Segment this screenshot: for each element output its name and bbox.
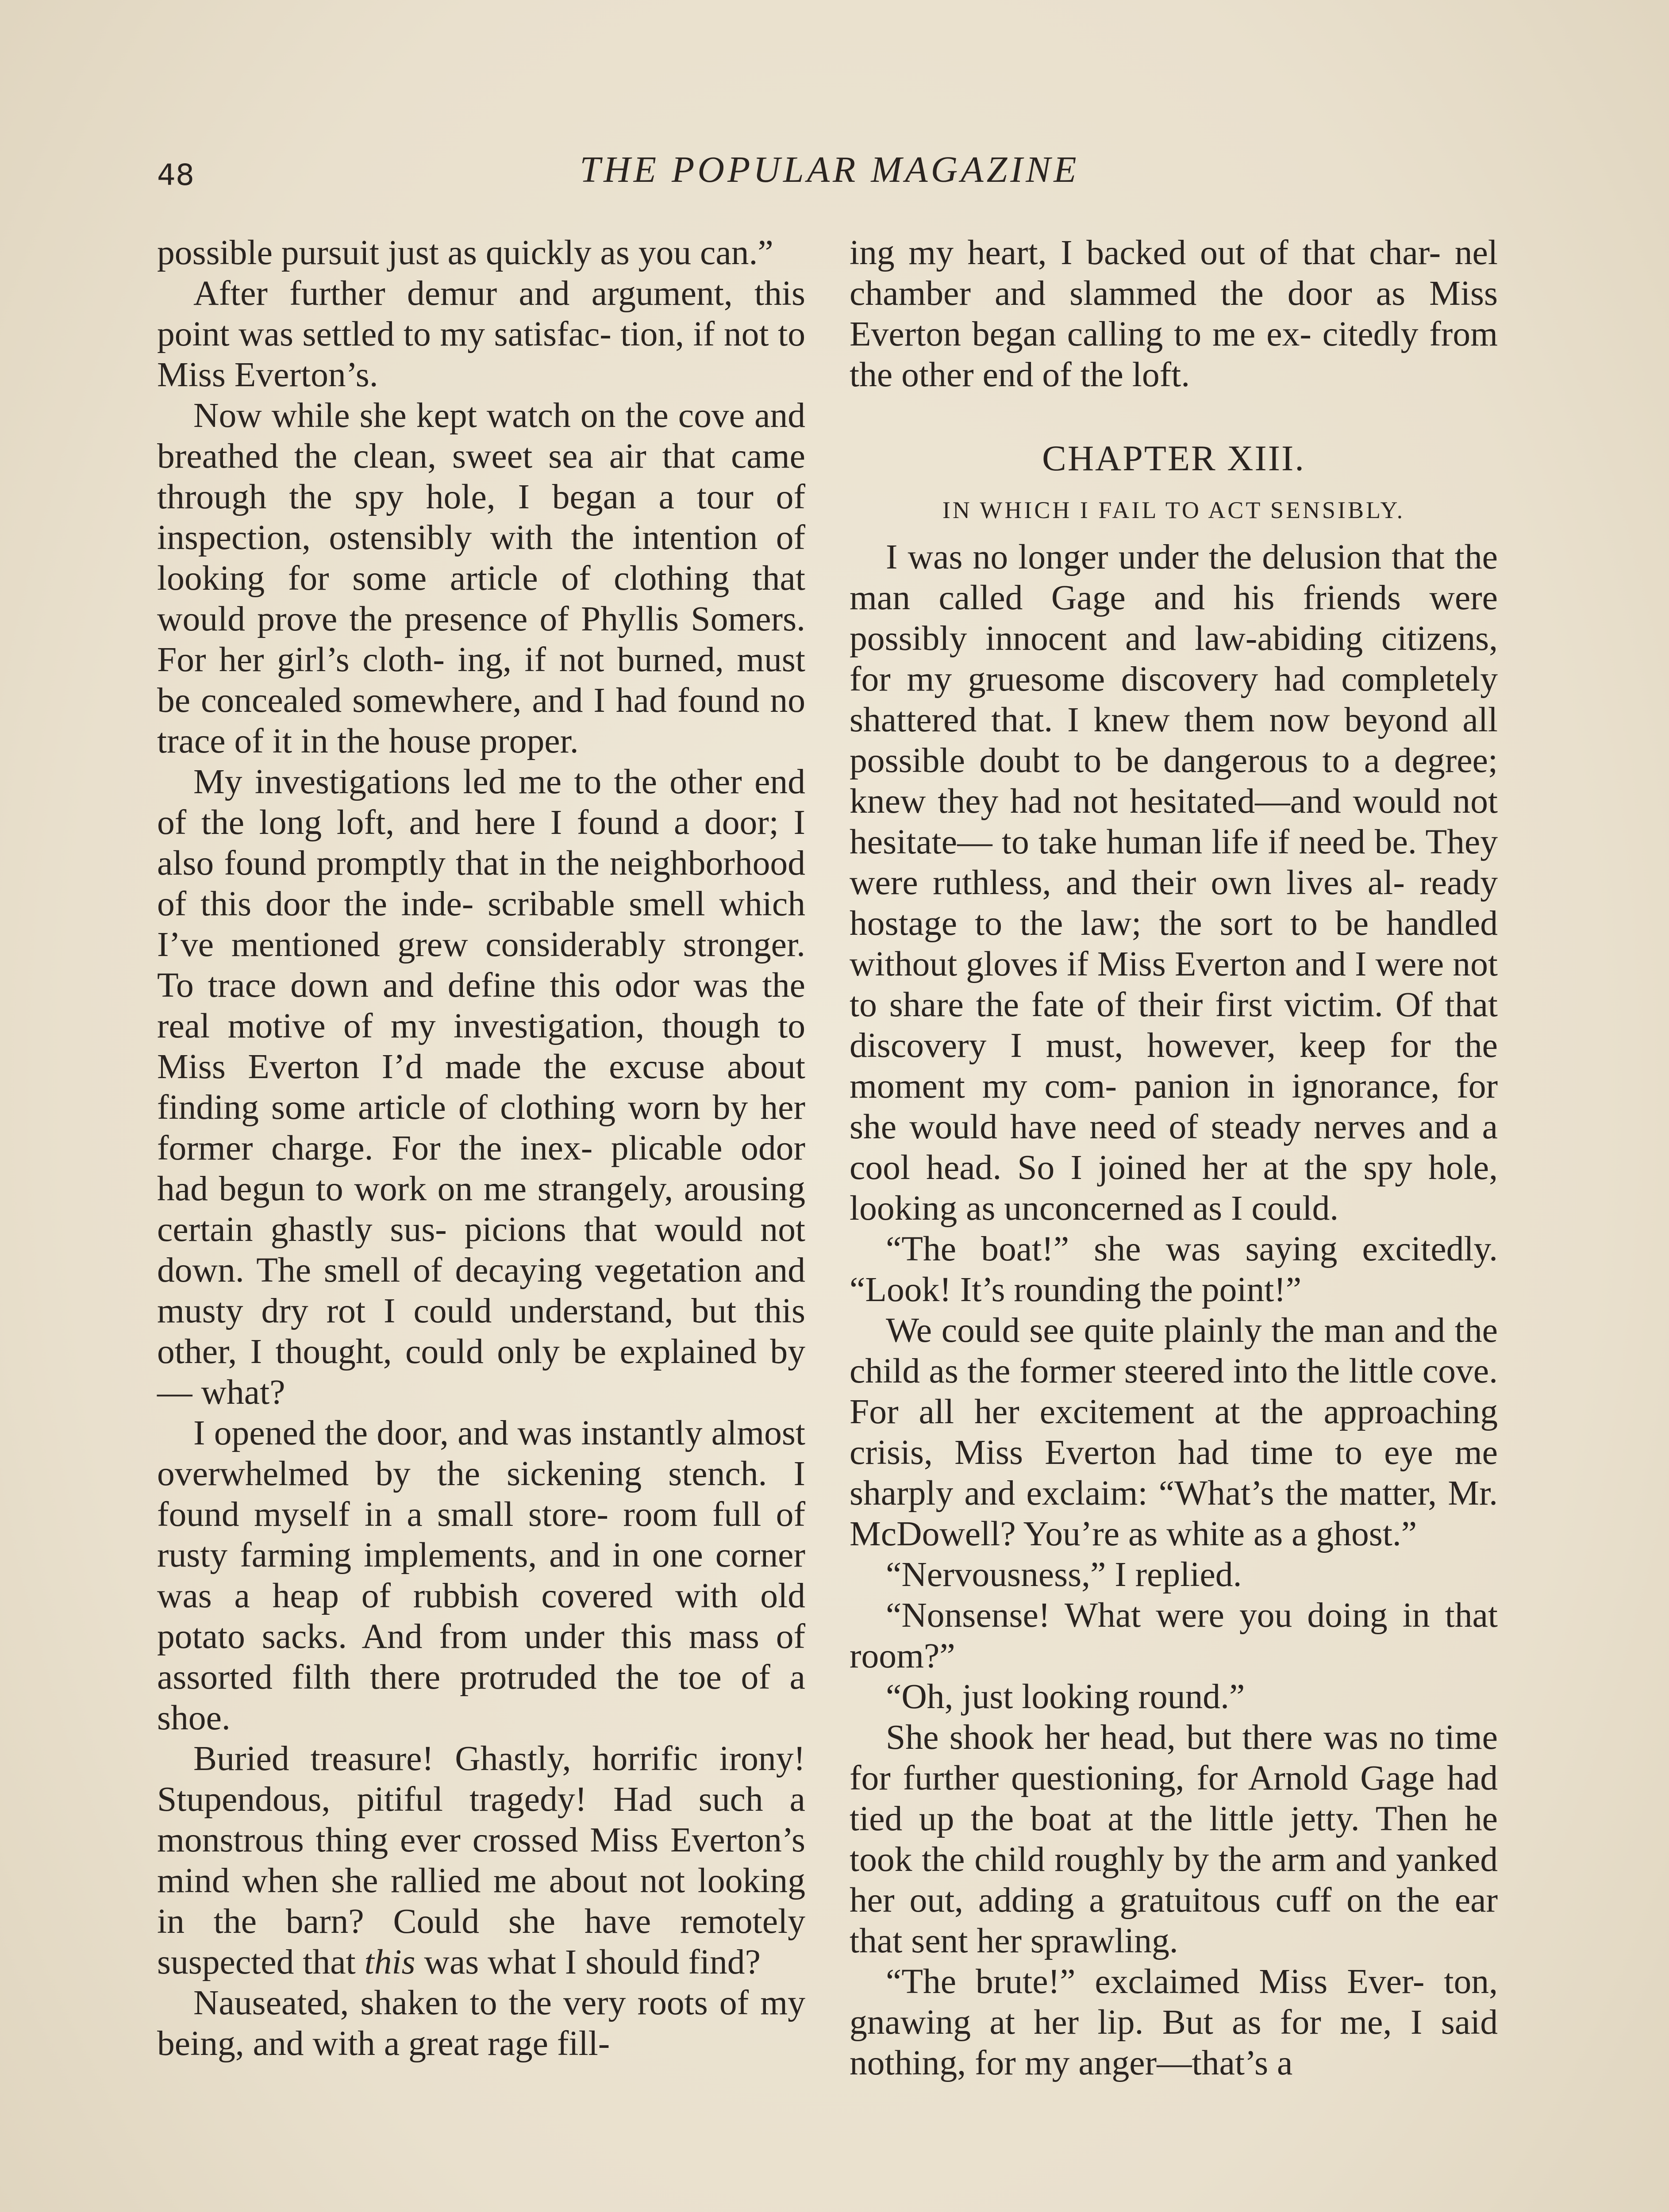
paragraph: “Nonsense! What were you doing in that room?”	[850, 1596, 1498, 1675]
paragraph: “Nervousness,” I replied.	[886, 1555, 1242, 1594]
paragraph: “The brute!” exclaimed Miss Ever- ton, gnawing at her lip. But as for me, I said nothing, for my anger—that’s a	[850, 1962, 1498, 2082]
paragraph: I opened the door, and was instantly almost overwhelmed by the sickening stench. I found myself in a small store- room full of rusty farming implements, and in one corner was a heap of rubbish covered with old potato sacks. And from under this mass of assorted filth there protruded the toe of a shoe.	[157, 1413, 805, 1737]
chapter-title: CHAPTER XIII.	[1042, 438, 1305, 478]
paragraph: ing my heart, I backed out of that char- nel chamber and slammed the door as Miss Everton began calling to me ex- citedly from the other end of the loft.	[850, 233, 1498, 394]
paragraph: I was no longer under the delusion that the man called Gage and his friends were possibly innocent and law-abiding citizens, for my gruesome discovery had completely shattered that. I knew them now beyond all possible doubt to be dangerous to a degree; knew they had not hesitated—and would not hesitate— to take human life if need be. They were ruthless, and their own lives al- ready hostage to the law; the sort to be handled without gloves if Miss Everton and I were not to share the fate of their first victim. Of that discovery I must, however, keep for the moment my com- panion in ignorance, for she would have need of steady nerves and a cool head. So I joined her at the spy hole, looking as unconcerned as I could.	[850, 538, 1498, 1228]
running-title: THE POPULAR MAGAZINE	[580, 149, 1080, 190]
paragraph: “Oh, just looking round.”	[886, 1677, 1245, 1716]
paragraph: We could see quite plainly the man and the child as the former steered into the little cove. For all her excitement at the approaching crisis, Miss Everton had time to eye me sharply and exclaim: “What’s the matter, Mr. McDowell? You’re as white as a ghost.”	[850, 1311, 1498, 1553]
paragraph: “The boat!” she was saying excitedly. “Look! It’s rounding the point!”	[850, 1229, 1498, 1309]
right-column	[850, 232, 1498, 2083]
paragraph-text: was what I should find?	[415, 1943, 761, 1982]
paragraph: My investigations led me to the other end of the long loft, and here I found a door; I also found promptly that in the neighborhood of this door the inde- scribable smell which I’ve mentioned grew considerably stronger. To trace down and define this odor was the real motive of my investigation, though to Miss Everton I’d made the excuse about finding some article of clothing worn by her former charge. For the inex- plicable odor had begun to work on me strangely, arousing certain ghastly sus- picions that would not down. The smell of decaying vegetation and musty dry rot I could understand, but this other, I thought, could only be explained by— what?	[157, 762, 805, 1412]
page-header	[157, 148, 1502, 197]
paragraph: After further demur and argument, this point was settled to my satisfac- tion, if not to Miss Everton’s.	[157, 274, 805, 394]
paragraph-text: Buried treasure! Ghastly, horrific irony! Stupendous, pitiful tragedy! Had such a monstrous thing ever crossed Miss Everton’s mind when she rallied me about not looking in the barn? Could she have remotely suspected that	[157, 1739, 805, 1982]
paragraph: Nauseated, shaken to the very roots of my being, and with a great rage fill-	[157, 1983, 805, 2063]
left-column	[157, 232, 805, 2064]
paragraph: Now while she kept watch on the cove and breathed the clean, sweet sea air that came through the spy hole, I began a tour of inspection, ostensibly with the intention of looking for some article of clothing that would prove the presence of Phyllis Somers. For her girl’s cloth- ing, if not burned, must be concealed somewhere, and I had found no trace of it in the house proper.	[157, 396, 805, 760]
chapter-subtitle: IN WHICH I FAIL TO ACT SENSIBLY.	[942, 497, 1405, 523]
paragraph: She shook her head, but there was no time for further questioning, for Arnold Gage had tied up the boat at the little jetty. Then he took the child roughly by the arm and yanked her out, adding a gratuitous cuff on the ear that sent her sprawling.	[850, 1718, 1498, 1960]
paragraph	[157, 1738, 805, 1982]
page-number: 48	[157, 158, 194, 192]
paragraph: possible pursuit just as quickly as you can.”	[157, 233, 773, 272]
italic-word: this	[364, 1943, 415, 1982]
